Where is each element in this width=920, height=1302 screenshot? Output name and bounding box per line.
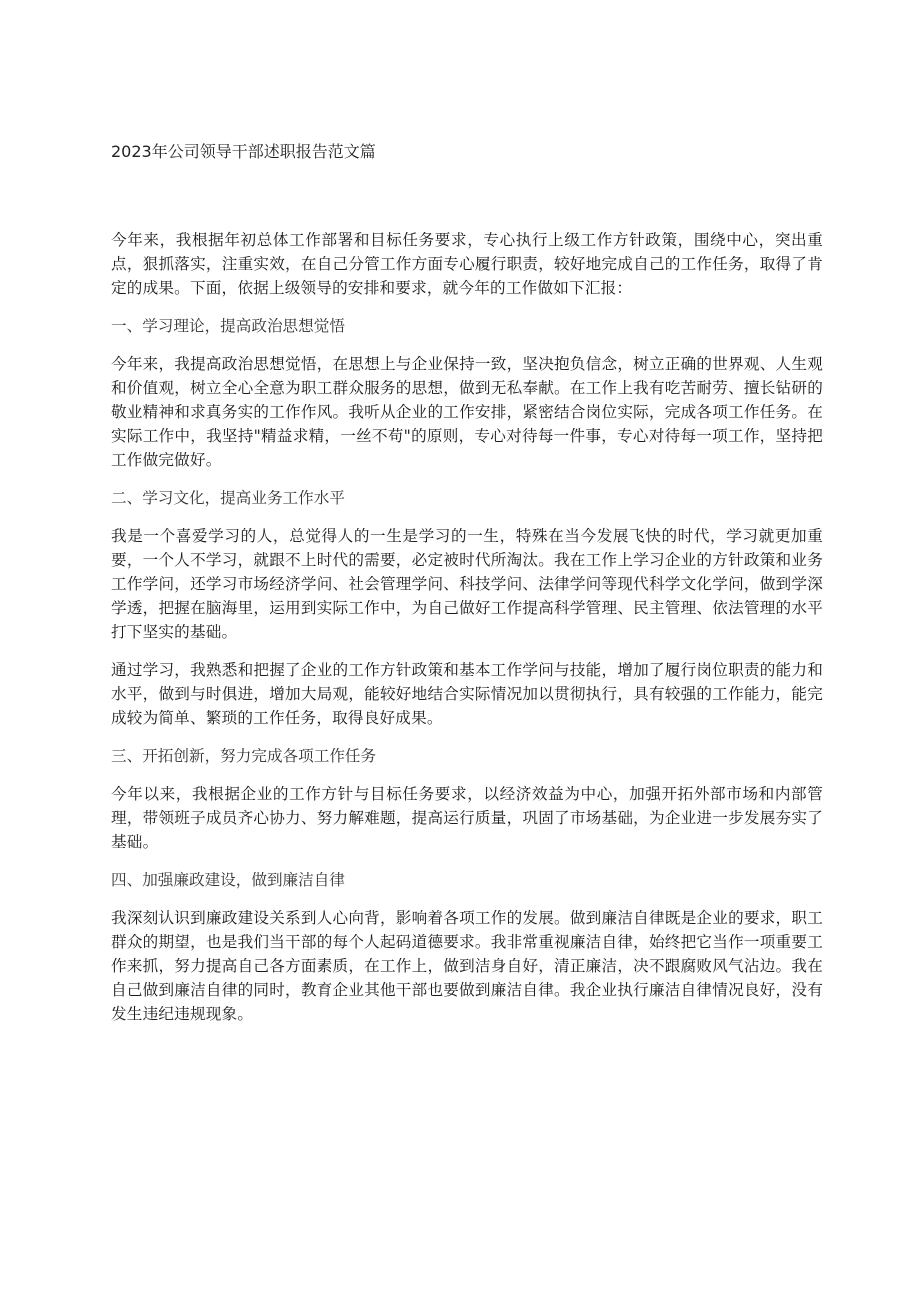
paragraph-section-2a: 我是一个喜爱学习的人，总觉得人的一生是学习的一生，特殊在当今发展飞快的时代，学习就更加重要，一个人不学习，就跟不上时代的需要，必定被时代所淘汰。我在工作上学习企业的方针政策和业务工作学问，还学习市场经济学问、社会管理学问、科技学问、法律学问等现代科学文化学问，做到学深学透，把握在脑海里，运用到实际工作中，为自己做好工作提高科学管理、民主管理、依法管理的水平打下坚实的基础。 [111, 527, 823, 641]
paragraph-intro: 今年来，我根据年初总体工作部署和目标任务要求，专心执行上级工作方针政策，围绕中心，突出重点，狠抓落实，注重实效，在自己分管工作方面专心履行职责，较好地完成自己的工作任务，取得了肯定的成果。下面，依据上级领导的安排和要求，就今年的工作做如下汇报： [111, 231, 823, 297]
paragraph-section-3: 今年以来，我根据企业的工作方针与目标任务要求，以经济效益为中心，加强开拓外部市场和内部管理，带领班子成员齐心协力、努力解难题，提高运行质量，巩固了市场基础，为企业进一步发展夯实了基础。 [111, 785, 823, 851]
document-title: 2023年公司领导干部述职报告范文篇 [111, 142, 376, 161]
section-heading-3: 三、开拓创新，努力完成各项工作任务 [111, 747, 377, 765]
section-heading-2: 二、学习文化，提高业务工作水平 [111, 489, 345, 507]
paragraph-section-1: 今年来，我提高政治思想觉悟，在思想上与企业保持一致，坚决抱负信念，树立正确的世界观、人生观和价值观，树立全心全意为职工群众服务的思想，做到无私奉献。在工作上我有吃苦耐劳、擅长钻研的敬业精神和求真务实的工作作风。我听从企业的工作安排，紧密结合岗位实际，完成各项工作任务。在实际工作中，我坚持"精益求精，一丝不苟"的原则，专心对待每一件事，专心对待每一项工作，坚持把工作做完做好。 [111, 355, 823, 469]
paragraph-section-4: 我深刻认识到廉政建设关系到人心向背，影响着各项工作的发展。做到廉洁自律既是企业的要求，职工群众的期望，也是我们当干部的每个人起码道德要求。我非常重视廉洁自律，始终把它当作一项重要工作来抓，努力提高自己各方面素质，在工作上，做到洁身自好，清正廉洁，决不跟腐败风气沾边。我在自己做到廉洁自律的同时，教育企业其他干部也要做到廉洁自律。我企业执行廉洁自律情况良好，没有发生违纪违规现象。 [111, 909, 823, 1023]
paragraph-section-2b: 通过学习，我熟悉和把握了企业的工作方针政策和基本工作学问与技能，增加了履行岗位职责的能力和水平，做到与时俱进，增加大局观，能较好地结合实际情况加以贯彻执行，具有较强的工作能力，能完成较为简单、繁琐的工作任务，取得良好成果。 [111, 661, 823, 727]
section-heading-4: 四、加强廉政建设，做到廉洁自律 [111, 871, 345, 889]
document-page [111, 140, 823, 1040]
section-heading-1: 一、学习理论，提高政治思想觉悟 [111, 317, 345, 335]
